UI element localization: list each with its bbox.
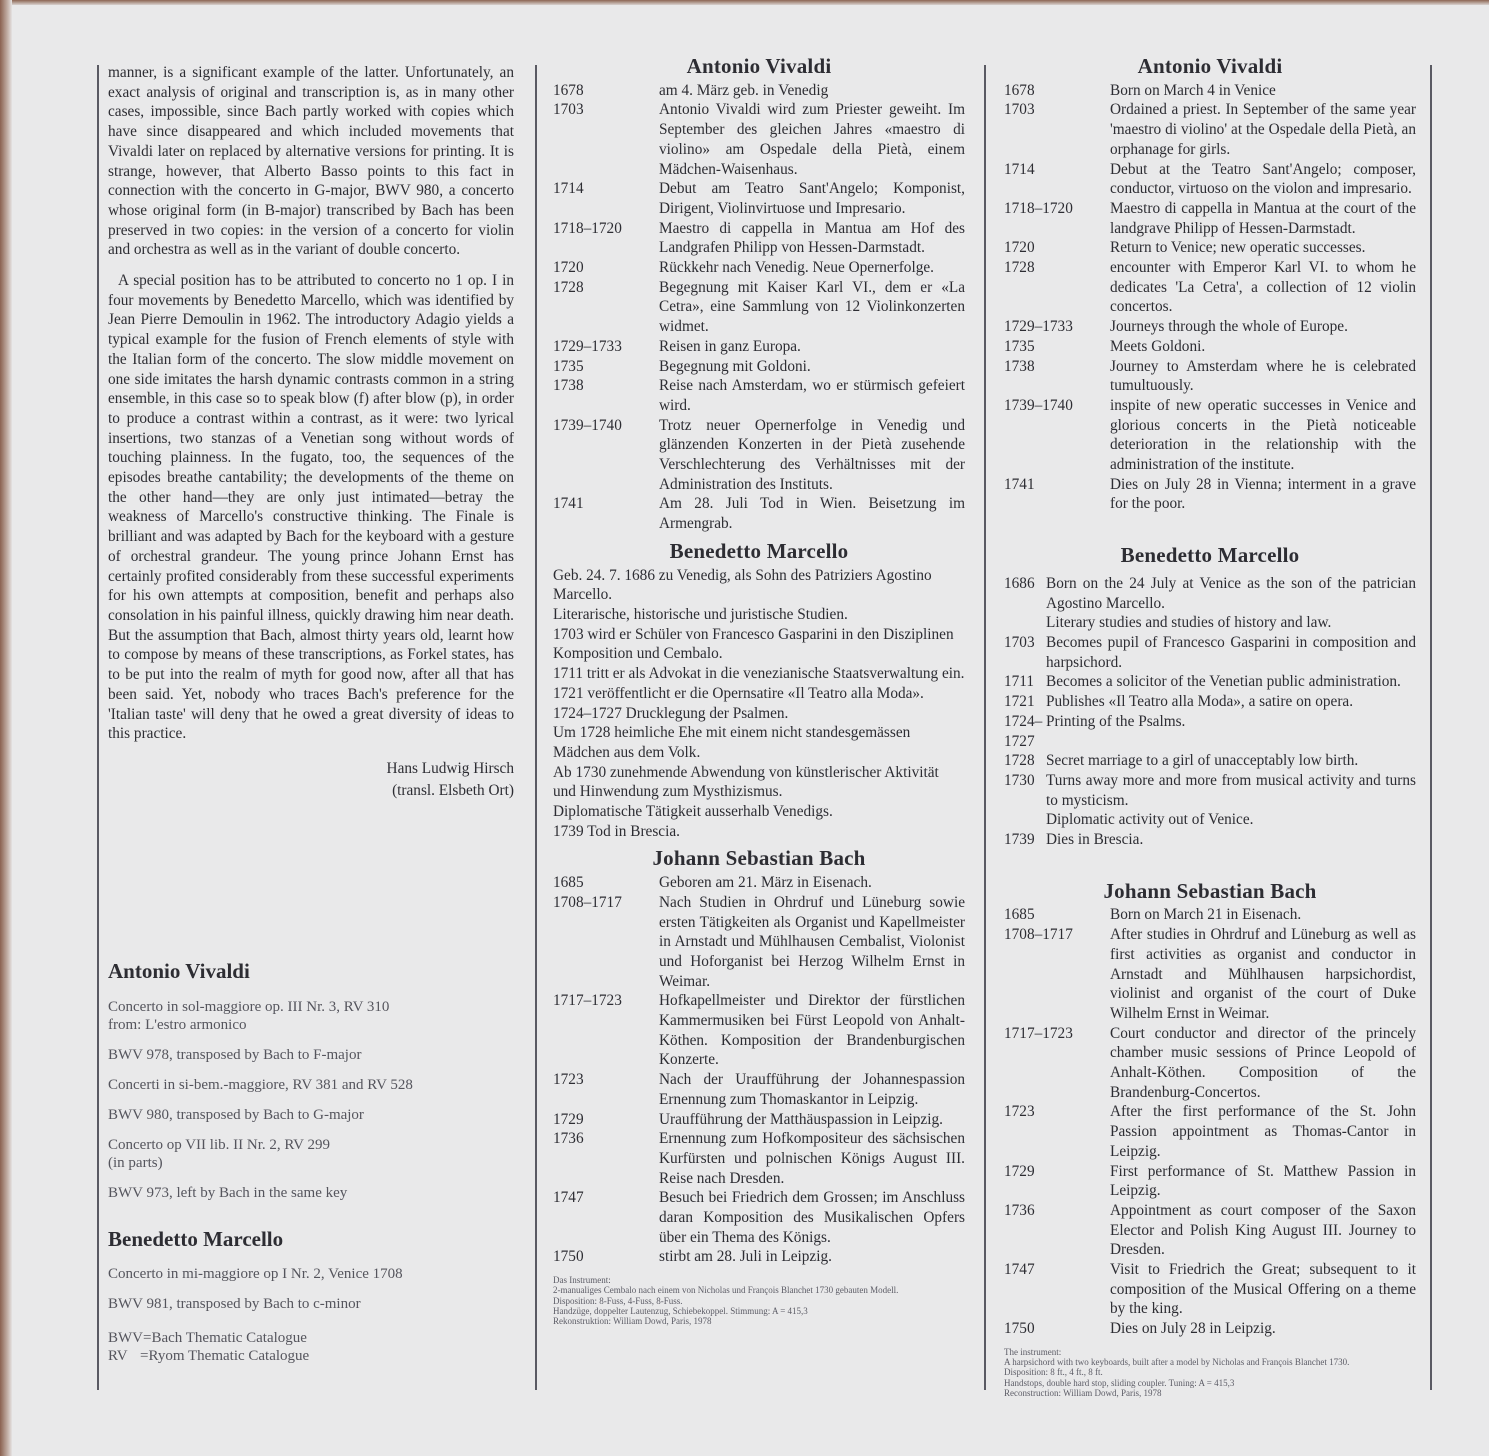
chronology-event: Born on March 4 in Venice — [1110, 81, 1276, 99]
chronology-year: 1723 — [553, 1071, 584, 1089]
chronology-year: 1730 — [1004, 771, 1035, 789]
chronology-year: 1739–1740 — [553, 416, 622, 434]
chronology-year: 1724–1727 — [1004, 712, 1043, 750]
work-entry — [108, 1265, 514, 1283]
chronology-event: Printing of the Psalms. — [1046, 712, 1186, 730]
chronology-year: 1747 — [1004, 1261, 1035, 1279]
legend-meaning: =Ryom Thematic Catalogue — [140, 1348, 310, 1365]
chronology-row — [553, 337, 965, 357]
column-rule-left — [97, 65, 99, 1390]
german-vivaldi-chronology — [553, 81, 965, 534]
chronology-row — [1004, 1024, 1416, 1103]
chronology-year: 1750 — [1004, 1320, 1035, 1338]
chronology-year: 1728 — [1004, 752, 1035, 770]
work-entry — [108, 1076, 514, 1094]
chronology-year: 1735 — [553, 357, 584, 375]
chronology-year: 1739–1740 — [1004, 396, 1073, 414]
legend-abbrev: RV — [108, 1348, 128, 1365]
chronology-row — [553, 1188, 965, 1247]
page-left-edge — [0, 0, 12, 1456]
essay-column — [108, 63, 514, 802]
chronology-row — [1004, 1201, 1416, 1260]
chronology-row — [1004, 633, 1416, 672]
chronology-row — [1004, 1102, 1416, 1161]
chronology-row — [1004, 771, 1416, 810]
chronology-year: 1717–1723 — [553, 992, 622, 1010]
work-line: BWV 978, transposed by Bach to F-major — [108, 1046, 362, 1063]
chronology-row — [553, 494, 965, 533]
chronology-line: 1724–1727 Drucklegung der Psalmen. — [553, 704, 789, 722]
chronology-row — [553, 357, 965, 377]
legend-abbrev: BWV — [108, 1330, 143, 1347]
chronology-event: Dies on July 28 in Vienna; interment in a grave for the poor. — [1110, 475, 1416, 513]
chronology-row — [553, 81, 965, 101]
chronology-year: 1729–1733 — [553, 337, 622, 355]
chronology-year: 1708–1717 — [553, 893, 622, 911]
chronology-year: 1721 — [1004, 693, 1035, 711]
chronology-event: Debut am Teatro Sant'Angelo; Komponist, Dirigent, Violinvirtuose und Impresario. — [659, 180, 965, 217]
chronology-year: 1703 — [1004, 633, 1035, 651]
chronology-row — [553, 1129, 965, 1188]
english-marcello-chronology — [1004, 574, 1416, 850]
chronology-row — [553, 278, 965, 337]
chronology-row — [1004, 830, 1416, 850]
chronology-event: Secret marriage to a girl of unacceptably low birth. — [1046, 752, 1359, 770]
instrument-line: Disposition: 8 ft., 4 ft., 8 ft. — [1004, 1367, 1103, 1378]
chronology-event: Turns away more and more from musical activity and turns to mysticism. — [1046, 771, 1416, 809]
chronology-event: Journey to Amsterdam where he is celebrated tumultuously. — [1110, 357, 1416, 395]
chronology-event: Becomes a solicitor of the Venetian public administration. — [1046, 673, 1401, 691]
chronology-year: 1750 — [553, 1248, 584, 1266]
works-vivaldi-list — [108, 998, 514, 1202]
chronology-year: 1685 — [553, 874, 584, 892]
chronology-year: 1747 — [553, 1189, 584, 1207]
work-line: Concerto in sol-maggiore op. III Nr. 3, RV 310 — [108, 998, 390, 1015]
work-line: Concerti in si-bem.-maggiore, RV 381 and RV 528 — [108, 1076, 413, 1093]
chronology-event: After the first performance of the St. John Passion appointment as Thomas-Cantor in Leipzig. — [1110, 1103, 1416, 1160]
chronology-row — [1004, 258, 1416, 317]
chronology-row — [553, 991, 965, 1070]
chronology-line: Literarische, historische und juristische Studien. — [553, 605, 848, 623]
essay-paragraph: manner, is a significant example of the latter. Unfortunately, an exact analysis of original and transcription is, as in many other cases, impossible, since Bach partly worked with copies which have since disappeared and which included movements that Vivaldi later on replaced by alternative versions for printing. It is strange, however, that Alberto Basso points to this fact in connection with the concerto in G-major, BWV 980, a concerto whose original form (in B-major) transcribed by Bach has been preserved in two copies: in the version of a concerto for violin and orchestra as well as in the variant of double concerto. — [108, 64, 514, 259]
chronology-year: 1738 — [1004, 357, 1035, 375]
chronology-year: 1728 — [1004, 259, 1035, 277]
german-instrument-note — [553, 1275, 965, 1326]
chronology-year: 1736 — [1004, 1201, 1035, 1219]
chronology-row — [1004, 810, 1416, 830]
instrument-line: Reconstruction: William Dowd, Paris, 1978 — [1004, 1388, 1162, 1399]
chronology-year: 1711 — [1004, 673, 1035, 691]
column-rule-right — [1430, 65, 1432, 1390]
chronology-year: 1718–1720 — [553, 219, 622, 237]
english-bach-heading: Johann Sebastian Bach — [1103, 878, 1317, 903]
instrument-line: Rekonstruktion: William Dowd, Paris, 1978 — [553, 1316, 712, 1327]
chronology-year: 1720 — [1004, 239, 1035, 257]
chronology-event: Rückkehr nach Venedig. Neue Opernerfolge. — [659, 259, 934, 277]
chronology-row — [553, 219, 965, 258]
column-rule-middle — [535, 65, 537, 1390]
work-line: BWV 980, transposed by Bach to G-major — [108, 1106, 364, 1123]
chronology-row — [1004, 574, 1416, 613]
page-top-edge — [0, 0, 1489, 5]
chronology-event: Begegnung mit Goldoni. — [659, 357, 811, 375]
chronology-row — [1004, 1319, 1416, 1339]
chronology-year: 1685 — [1004, 906, 1035, 924]
chronology-year: 1720 — [553, 259, 584, 277]
work-line: from: L'estro armonico — [108, 1016, 247, 1033]
chronology-row — [1004, 751, 1416, 771]
catalogue-legend — [108, 1329, 514, 1365]
english-instrument-note — [1004, 1347, 1416, 1398]
chronology-event: Maestro di cappella in Mantua at the court of the landgrave Philipp of Hessen-Darmstadt. — [1110, 199, 1416, 237]
chronology-year: 1686 — [1004, 574, 1035, 592]
chronology-year — [1004, 613, 1046, 633]
chronology-line: Geb. 24. 7. 1686 zu Venedig, als Sohn des Patriziers Agostino Marcello. — [553, 566, 932, 604]
chronology-row — [553, 873, 965, 893]
chronology-row — [1004, 613, 1416, 633]
chronology-event: Antonio Vivaldi wird zum Priester geweiht. Im September des gleichen Jahres «maestro di violino» am Ospedale della Pietà, einem Mädchen-Waisenhaus. — [659, 101, 965, 178]
chronology-row — [1004, 357, 1416, 396]
chronology-row — [1004, 337, 1416, 357]
chronology-year: 1723 — [1004, 1103, 1035, 1121]
chronology-year: 1714 — [1004, 160, 1035, 178]
chronology-row — [553, 416, 965, 495]
chronology-event: Court conductor and director of the princely chamber music sessions of Prince Leopold of Anhalt-Köthen. Composition of the Brandenburg-Concertos. — [1110, 1024, 1416, 1101]
chronology-row — [1004, 1260, 1416, 1319]
chronology-event: After studies in Ohrdruf and Lüneburg as well as first activities as organist and conductor in Arnstadt and Mühlhausen harpsichordist, violinist and organist of the court of Duke Wilhelm Ernst in Weimar. — [1110, 926, 1416, 1022]
chronology-row — [1004, 1162, 1416, 1201]
chronology-row — [553, 1110, 965, 1130]
chronology-line: 1721 veröffentlicht er die Opernsatire «Il Teatro alla Moda». — [553, 684, 924, 702]
chronology-event: Hofkapellmeister und Direktor der fürstlichen Kammermusiken bei Fürst Leopold von Anhalt-Köthen. Komposition der Brandenburgischen Konzerte. — [659, 992, 965, 1069]
chronology-year: 1714 — [553, 180, 584, 198]
instrument-line: 2-manualiges Cembalo nach einem von Nicholas und François Blanchet 1730 gebauten Modell. — [553, 1285, 899, 1296]
work-line: Concerto op VII lib. II Nr. 2, RV 299 — [108, 1136, 330, 1153]
english-bach-chronology — [1004, 905, 1416, 1338]
chronology-event: Trotz neuer Opernerfolge in Venedig und glänzenden Konzerten in der Pietà zusehende Verschlechterung des Verhältnisses mit der Administration des Instituts. — [659, 416, 965, 493]
chronology-event: Return to Venice; new operatic successes. — [1110, 239, 1366, 257]
chronology-row — [1004, 238, 1416, 258]
chronology-event: Maestro di cappella in Mantua am Hof des Landgrafen Philipp von Hessen-Darmstadt. — [659, 219, 965, 257]
work-entry — [108, 998, 514, 1034]
chronology-event: Besuch bei Friedrich dem Grossen; im Anschluss daran Komposition des Musikalischen Opfers über ein Thema des Königs. — [659, 1189, 965, 1246]
work-line: BWV 973, left by Bach in the same key — [108, 1184, 348, 1201]
work-line: Concerto in mi-maggiore op I Nr. 2, Venice 1708 — [108, 1266, 403, 1283]
chronology-row — [1004, 317, 1416, 337]
chronology-line: 1703 wird er Schüler von Francesco Gasparini in den Disziplinen Komposition und Cembalo. — [553, 625, 954, 663]
chronology-row — [1004, 692, 1416, 712]
chronology-row — [1004, 925, 1416, 1024]
chronology-year: 1678 — [1004, 81, 1035, 99]
chronology-row — [1004, 100, 1416, 159]
german-marcello-chronology — [553, 566, 965, 842]
works-list — [108, 959, 514, 1365]
german-bach-heading: Johann Sebastian Bach — [652, 846, 866, 871]
chronology-row — [553, 1070, 965, 1109]
english-vivaldi-chronology — [1004, 81, 1416, 514]
chronology-year: 1703 — [1004, 101, 1035, 119]
chronology-event: Ernennung zum Hofkompositeur des sächsischen Kurfürsten und polnischen Königs August III. Reise nach Dresden. — [659, 1130, 965, 1187]
chronology-row — [1004, 160, 1416, 199]
german-vivaldi-heading: Antonio Vivaldi — [686, 54, 832, 78]
chronology-event: Journeys through the whole of Europe. — [1110, 318, 1348, 336]
chronology-row — [553, 1247, 965, 1267]
chronology-event: Diplomatic activity out of Venice. — [1046, 811, 1254, 829]
legend-row — [108, 1347, 514, 1365]
works-vivaldi-heading: Antonio Vivaldi — [108, 959, 250, 983]
chronology-year: 1739 — [1004, 831, 1035, 849]
instrument-line: Das Instrument: — [553, 1275, 611, 1286]
chronology-event: Becomes pupil of Francesco Gasparini in composition and harpsichord. — [1046, 633, 1416, 671]
chronology-event: Begegnung mit Kaiser Karl VI., dem er «La Cetra», eine Sammlung von 12 Violinkonzerten widmet. — [659, 278, 965, 336]
chronology-event: Geboren am 21. März in Eisenach. — [659, 874, 872, 892]
chronology-year: 1729–1733 — [1004, 318, 1073, 336]
essay-paragraph: A special position has to be attributed to concerto no 1 op. I in four movements by Benedetto Marcello, which was identified by Jean Pierre Demoulin in 1962. The introductory Adagio yields a typical example for the fusion of French elements of style with the Italian form of the concerto. The slow middle movement on one side imitates the harsh dynamic contrasts common in a string ensemble, in this case so to speak blow (f) after blow (p), in order to produce a contrast within a contrast, as it were: two lyrical insertions, two stanzas of a Venetian song without words of touching plainness. In the fugato, too, the sequences of the episodes breathe cantability; the developments of the theme on the other hand—they are only just intimated—betray the weakness of Marcello's constructive thinking. The Finale is brilliant and was adapted by Bach for the keyboard with a gesture of orchestral grandeur. The young prince Johann Ernst has certainly profited considerably from these successful experiments for his own attempts at composition, benefit and perhaps also consolation in his painful illness, quickly drawing him near death. But the assumption that Bach, almost thirty years old, learnt how to compose by means of these transcriptions, as Forkel states, has to be put into the realm of myth for good now, after all that has been said. Yet, nobody who traces Bach's preference for the 'Italian taste' will deny that he owed a great diversity of ideas to this practice. — [108, 272, 514, 743]
german-marcello-heading: Benedetto Marcello — [669, 538, 849, 563]
chronology-event: Dies on July 28 in Leipzig. — [1110, 1320, 1276, 1338]
chronology-row — [553, 179, 965, 218]
chronology-year: 1735 — [1004, 337, 1035, 355]
works-marcello-heading: Benedetto Marcello — [108, 1226, 284, 1251]
chronology-event: Reise nach Amsterdam, wo er stürmisch gefeiert wird. — [659, 377, 965, 414]
work-line: (in parts) — [108, 1154, 163, 1171]
chronology-line: Diplomatische Tätigkeit ausserhalb Venedigs. — [553, 803, 833, 821]
work-entry — [108, 1184, 514, 1202]
german-bach-chronology — [553, 873, 965, 1267]
chronology-event: Nach der Uraufführung der Johannespassion Ernennung zum Thomaskantor in Leipzig. — [659, 1071, 965, 1108]
translator-credit: (transl. Elsbeth Ort) — [392, 781, 514, 799]
chronology-year: 1678 — [553, 81, 584, 99]
chronology-event: Reisen in ganz Europa. — [659, 337, 801, 355]
chronology-row — [1004, 712, 1416, 751]
chronology-event: Born on March 21 in Eisenach. — [1110, 906, 1302, 924]
chronology-line: Ab 1730 zunehmende Abwendung von künstlerischer Aktivität und Hinwendung zum Mysthizismus. — [553, 763, 939, 801]
work-entry — [108, 1046, 514, 1064]
chronology-year: 1738 — [553, 377, 584, 395]
chronology-event: Nach Studien in Ohrdruf und Lüneburg sowie ersten Tätigkeiten als Organist und Kapellmeister in Arnstadt und Mühlhausen Cembalist, Violonist und Hoforganist bei Herzog Wilhelm Ernst in Weimar. — [659, 893, 965, 990]
german-column — [553, 54, 965, 1327]
chronology-event: First performance of St. Matthew Passion in Leipzig. — [1110, 1162, 1416, 1200]
works-marcello-list — [108, 1265, 514, 1313]
work-line: BWV 981, transposed by Bach to c-minor — [108, 1296, 361, 1313]
chronology-event: Literary studies and studies of history and law. — [1046, 614, 1332, 632]
chronology-row — [1004, 475, 1416, 514]
chronology-event: Dies in Brescia. — [1046, 831, 1144, 849]
chronology-event: encounter with Emperor Karl VI. to whom he dedicates 'La Cetra', a collection of 12 violin concertos. — [1110, 259, 1416, 316]
chronology-event: Meets Goldoni. — [1110, 337, 1206, 355]
chronology-year — [1004, 810, 1046, 830]
chronology-year: 1728 — [553, 278, 584, 296]
chronology-event: Am 28. Juli Tod in Wien. Beisetzung im Armengrab. — [659, 495, 965, 533]
chronology-event: inspite of new operatic successes in Venice and glorious concerts in the Pietà noticeable deterioration in the relationship with the administration of the institute. — [1110, 396, 1416, 474]
chronology-row — [1004, 905, 1416, 925]
chronology-year: 1741 — [553, 495, 584, 513]
work-entry — [108, 1136, 514, 1172]
chronology-row — [1004, 81, 1416, 101]
chronology-row — [553, 100, 965, 179]
instrument-line: Handstops, double hard stop, sliding coupler. Tuning: A = 415,3 — [1004, 1377, 1235, 1388]
chronology-year: 1729 — [553, 1110, 584, 1128]
chronology-year: 1741 — [1004, 475, 1035, 493]
chronology-year: 1718–1720 — [1004, 199, 1073, 217]
chronology-event: stirbt am 28. Juli in Leipzig. — [659, 1248, 832, 1266]
chronology-line: Um 1728 heimliche Ehe mit einem nicht standesgemässen Mädchen aus dem Volk. — [553, 724, 911, 761]
legend-row — [108, 1329, 514, 1347]
chronology-event: Visit to Friedrich the Great; subsequent to it composition of the Musical Offering on a theme by the king. — [1110, 1261, 1416, 1318]
chronology-event: Uraufführung der Matthäuspassion in Leipzig. — [659, 1110, 943, 1128]
chronology-year: 1729 — [1004, 1162, 1035, 1180]
chronology-event: am 4. März geb. in Venedig — [659, 81, 829, 99]
work-entry — [108, 1106, 514, 1124]
chronology-event: Publishes «Il Teatro alla Moda», a satire on opera. — [1046, 693, 1354, 711]
english-marcello-heading: Benedetto Marcello — [1120, 543, 1300, 568]
chronology-year: 1708–1717 — [1004, 926, 1073, 944]
work-entry — [108, 1295, 514, 1313]
instrument-line: Handzüge, doppelter Lautenzug, Schiebekoppel. Stimmung: A = 415,3 — [553, 1306, 808, 1317]
chronology-row — [1004, 396, 1416, 475]
legend-meaning: =Bach Thematic Catalogue — [143, 1330, 307, 1347]
chronology-row — [1004, 199, 1416, 238]
instrument-line: A harpsichord with two keyboards, built after a model by Nicholas and François Blanchet 1730. — [1004, 1357, 1350, 1368]
chronology-event: Ordained a priest. In September of the same year 'maestro di violino' at the Ospedale della Pietà, an orphanage for girls. — [1110, 101, 1416, 158]
instrument-line: The instrument: — [1004, 1346, 1062, 1357]
essay-signature — [108, 758, 514, 802]
instrument-line: Disposition: 8-Fuss, 4-Fuss, 8-Fuss. — [553, 1295, 683, 1306]
chronology-event: Appointment as court composer of the Saxon Elector and Polish King August III. Journey to Dresden. — [1110, 1201, 1416, 1259]
chronology-line: 1739 Tod in Brescia. — [553, 822, 680, 840]
chronology-row — [553, 258, 965, 278]
chronology-event: Debut at the Teatro Sant'Angelo; composer, conductor, virtuoso on the violon and impresario. — [1110, 160, 1416, 198]
chronology-row — [1004, 672, 1416, 692]
chronology-year: 1703 — [553, 101, 584, 119]
english-column — [1004, 54, 1416, 1399]
author-name: Hans Ludwig Hirsch — [386, 759, 514, 777]
chronology-line: 1711 tritt er als Advokat in die venezianische Staatsverwaltung ein. — [553, 665, 965, 683]
column-rule-middle-2 — [984, 65, 986, 1390]
chronology-year: 1717–1723 — [1004, 1024, 1073, 1042]
english-vivaldi-heading: Antonio Vivaldi — [1137, 54, 1283, 78]
chronology-event: Born on the 24 July at Venice as the son of the patrician Agostino Marcello. — [1046, 574, 1416, 612]
chronology-row — [553, 376, 965, 415]
chronology-row — [553, 893, 965, 992]
chronology-year: 1736 — [553, 1130, 584, 1148]
